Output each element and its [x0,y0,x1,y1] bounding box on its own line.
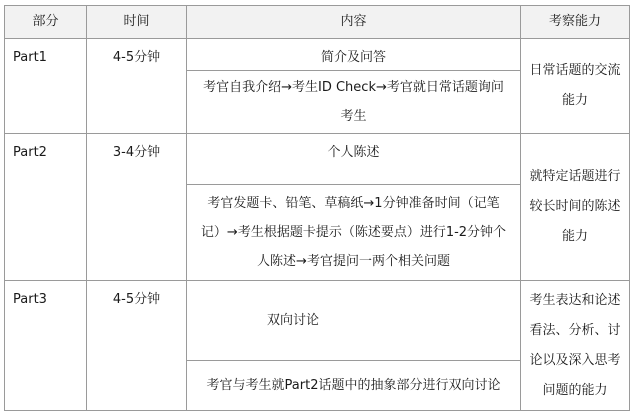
ielts-speaking-table [4,5,630,411]
time-cell: 3-4分钟 [87,134,187,281]
header-ability: 考察能力 [521,6,630,39]
content-subtitle: 双向讨论 [187,281,521,361]
part-cell: Part1 [5,39,87,134]
time-cell: 4-5分钟 [87,39,187,134]
ability-cell: 考生表达和论述看法、分析、讨论以及深入思考问题的能力 [521,281,630,411]
content-description: 考官自我介绍→考生ID Check→考官就日常话题询问考生 [187,71,521,134]
part-cell: Part2 [5,134,87,281]
content-subtitle: 个人陈述 [187,134,521,185]
content-description: 考官发题卡、铅笔、草稿纸→1分钟准备时间（记笔记）→考生根据题卡提示（陈述要点）进行1-2分钟个人陈述→考官提问一两个相关问题 [187,185,521,281]
table-row [5,281,630,361]
ability-cell: 就特定话题进行较长时间的陈述能力 [521,134,630,281]
time-cell: 4-5分钟 [87,281,187,411]
table-row [5,39,630,71]
content-description: 考官与考生就Part2话题中的抽象部分进行双向讨论 [187,361,521,411]
header-content: 内容 [187,6,521,39]
table-row [5,134,630,185]
table-header-row [5,6,630,39]
content-subtitle: 简介及问答 [187,39,521,71]
header-part: 部分 [5,6,87,39]
header-time: 时间 [87,6,187,39]
ability-cell: 日常话题的交流能力 [521,39,630,134]
part-cell: Part3 [5,281,87,411]
